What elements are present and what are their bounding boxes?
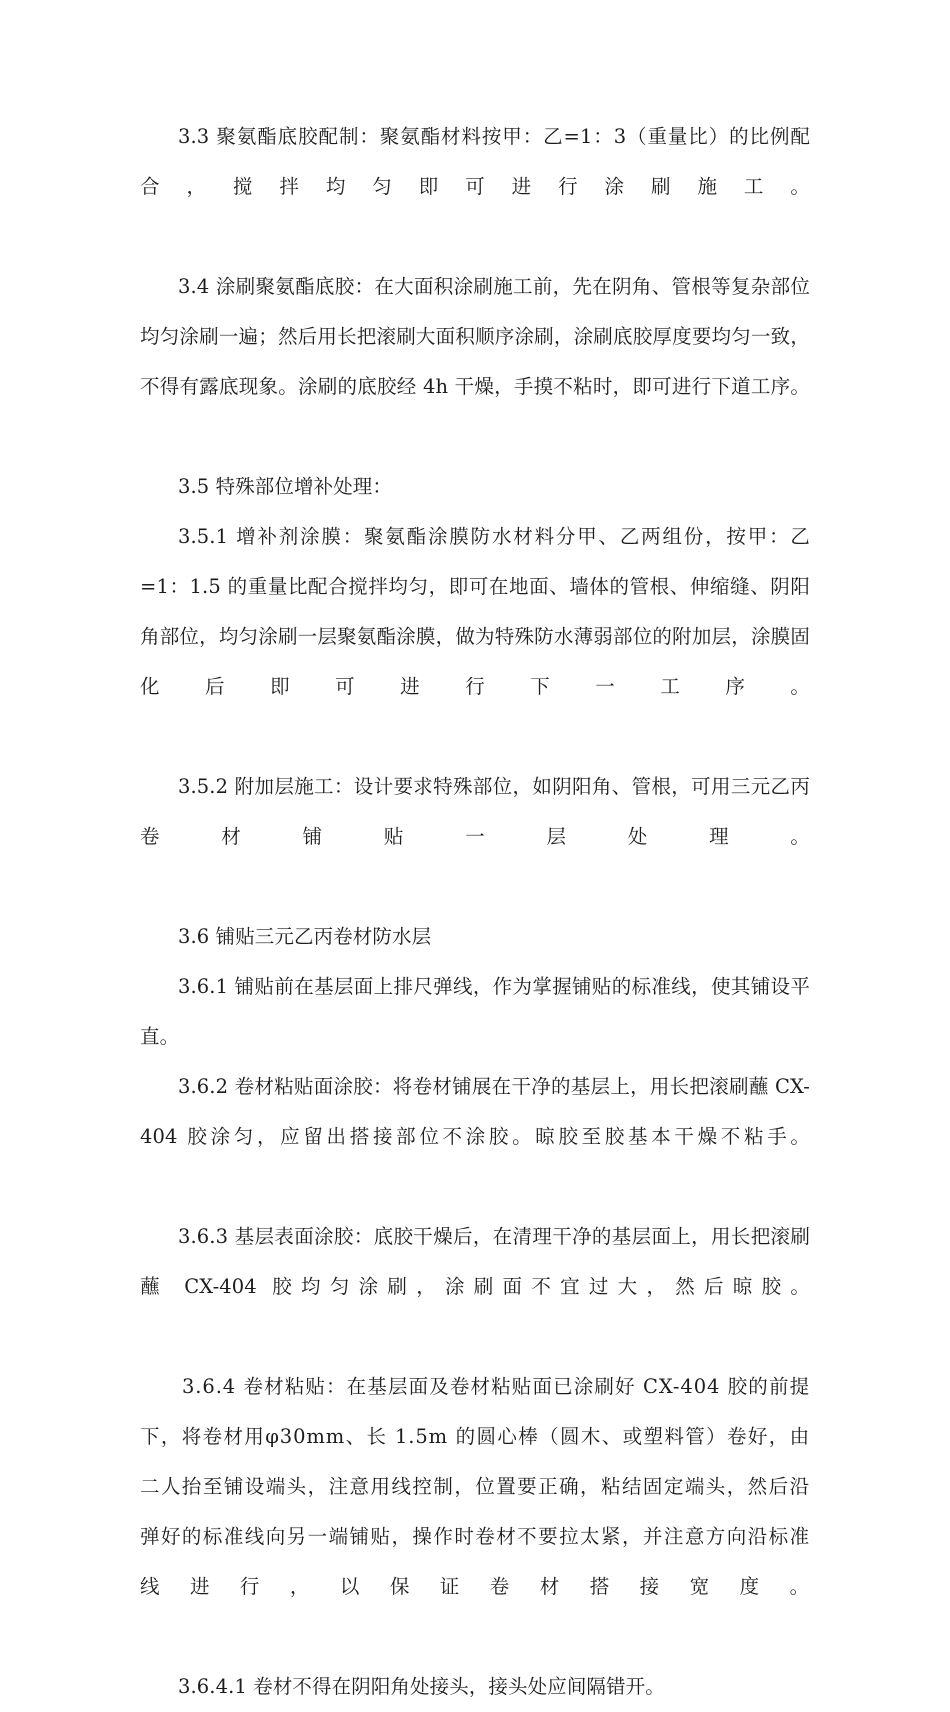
paragraph-3-4: 3.4 涂刷聚氨酯底胶：在大面积涂刷施工前，先在阴角、管根等复杂部位均匀涂刷一遍；然后用长把滚刷大面积顺序涂刷，涂刷底胶厚度要均匀一致，不得有露底现象。涂刷的底胶经 4h 干燥，手摸不粘时，即可进行下道工序。	[140, 275, 810, 398]
paragraph-3-6-1: 3.6.1 铺贴前在基层面上排尺弹线，作为掌握铺贴的标准线，使其铺设平直。	[140, 975, 810, 1048]
paragraph-3-3: 3.3 聚氨酯底胶配制：聚氨酯材料按甲：乙=1：3（重量比）的比例配合，搅拌均匀即可进行涂刷施工。	[140, 125, 810, 198]
paragraph-3-5-2: 3.5.2 附加层施工：设计要求特殊部位，如阴阳角、管根，可用三元乙丙卷材铺贴一层处理。	[140, 775, 810, 848]
paragraph-3-6-3: 3.6.3 基层表面涂胶：底胶干燥后，在清理干净的基层面上，用长把滚刷蘸 CX-404 胶均匀涂刷，涂刷面不宜过大，然后晾胶。	[140, 1225, 810, 1298]
paragraph-3-5-1: 3.5.1 增补剂涂膜：聚氨酯涂膜防水材料分甲、乙两组份，按甲：乙=1：1.5 的重量比配合搅拌均匀，即可在地面、墙体的管根、伸缩缝、阴阳角部位，均匀涂刷一层聚氨酯涂膜，做为特殊防水薄弱部位的附加层，涂膜固化后即可进行下一工序。	[140, 525, 810, 698]
paragraph-3-5: 3.5 特殊部位增补处理：	[178, 475, 393, 498]
paragraph-3-6: 3.6 铺贴三元乙丙卷材防水层	[178, 925, 432, 948]
paragraph-3-6-2: 3.6.2 卷材粘贴面涂胶：将卷材铺展在干净的基层上，用长把滚刷蘸 CX-404 胶涂匀，应留出搭接部位不涂胶。晾胶至胶基本干燥不粘手。	[140, 1075, 810, 1148]
paragraph-3-6-4: 3.6.4 卷材粘贴：在基层面及卷材粘贴面已涂刷好 CX-404 胶的前提下，将卷材用φ30mm、长 1.5m 的圆心棒（圆木、或塑料管）卷好，由二人抬至铺设端头，注意用线控制，位置要正确，粘结固定端头，然后沿弹好的标准线向另一端铺贴，操作时卷材不要拉太紧，并注意方向沿标准线进行，以保证卷材搭接宽度。	[140, 1375, 810, 1598]
paragraph-3-6-4-1: 3.6.4.1 卷材不得在阴阳角处接头，接头处应间隔错开。	[178, 1675, 665, 1698]
document-body	[140, 112, 810, 1712]
